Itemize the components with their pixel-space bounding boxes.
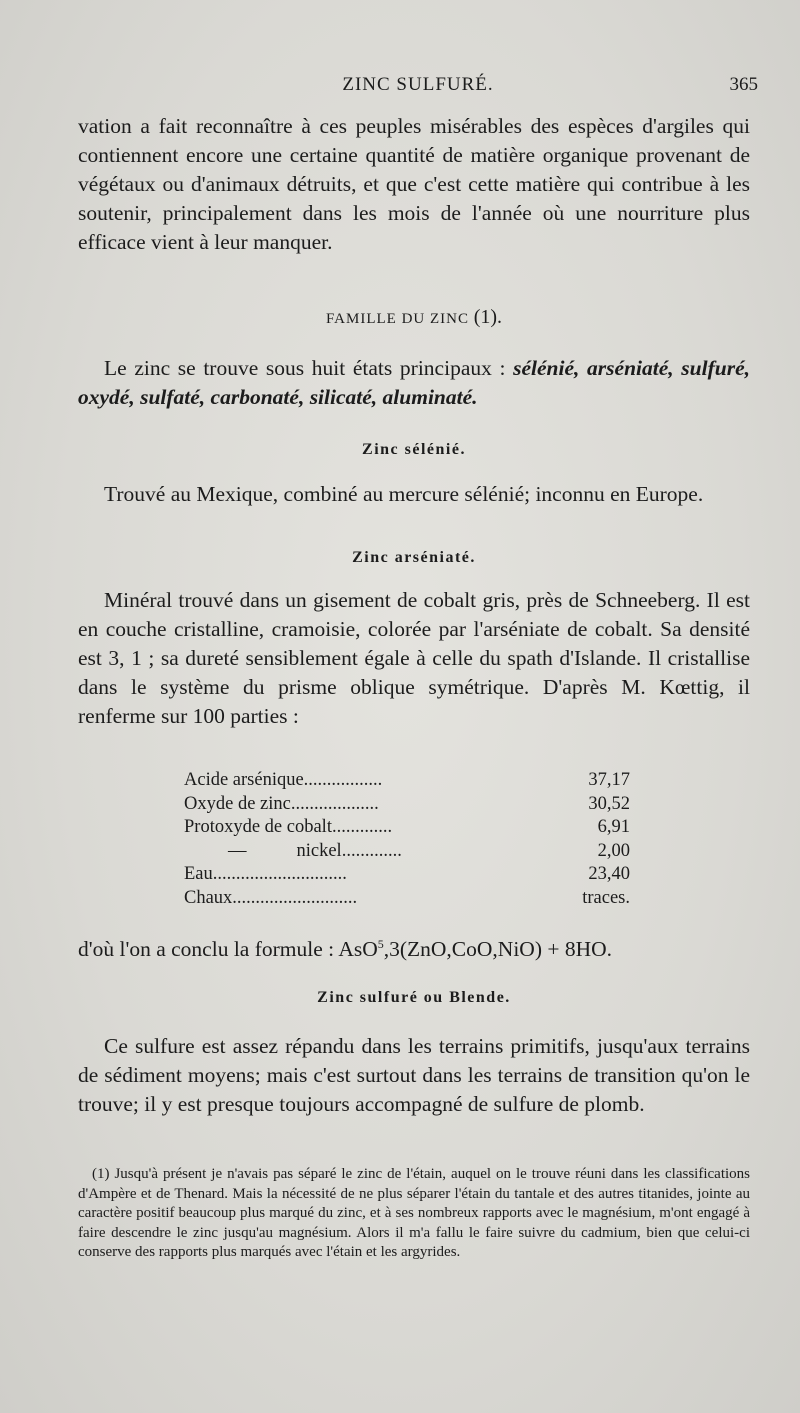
composition-name: Eau.............................: [184, 864, 347, 884]
family-heading-label: FAMILLE DU ZINC: [325, 311, 469, 327]
section-text-arseniate: Minéral trouvé dans un gisement de cobalt gris, près de Schneeberg. Il est en couche cristalline, cramoisie, colorée par l'arséniate de cobalt. Sa densité est 3, 1 ; sa dureté sensiblement égale à celle du spath d'Islande. Il cristallise dans le système du prisme oblique symétrique. D'après M. Kœttig, il renferme sur 100 parties :: [78, 588, 750, 728]
family-heading: [78, 306, 750, 329]
formula-part: ,3(ZnO,CoO,NiO) + 8HO.: [383, 937, 613, 962]
composition-name: Protoxyde de cobalt.............: [184, 817, 393, 837]
composition-row: [184, 816, 630, 840]
states-list: sélénié, arséniaté, sulfuré, oxydé, sulfaté, carbonaté, silicaté, aluminaté.: [78, 356, 750, 409]
formula-line: [78, 930, 750, 964]
formula-superscript: 5: [377, 937, 384, 951]
states-paragraph: [78, 354, 750, 412]
composition-row: [184, 887, 630, 911]
footnote-ref: (1).: [473, 306, 503, 328]
section-text-selenie: Trouvé au Mexique, combiné au mercure sélénié; inconnu en Europe.: [104, 482, 704, 506]
section-heading-selenie: Zinc sélénié.: [362, 441, 466, 458]
section-text-blende: Ce sulfure est assez répandu dans les terrains primitifs, jusqu'aux terrains de sédiment moyens; mais c'est surtout dans les terrains de transition qu'on le trouve; il y est presque toujours accompagné de sulfure de plomb.: [78, 1034, 750, 1116]
states-lead: Le zinc se trouve sous huit états principaux :: [104, 356, 514, 380]
composition-row: [184, 863, 630, 887]
ditto-dash: —: [228, 840, 247, 861]
section-heading-arseniate: Zinc arséniaté.: [352, 549, 476, 566]
formula-lead: d'où l'on a conclu la formule :: [78, 937, 339, 962]
composition-row: [184, 840, 630, 864]
composition-row: [184, 793, 630, 817]
composition-name-text: nickel.............: [296, 840, 402, 861]
intro-paragraph: [78, 112, 750, 257]
running-title: ZINC SULFURÉ.: [342, 74, 494, 95]
composition-value: 37,17: [588, 770, 630, 790]
formula-part: AsO: [338, 937, 378, 962]
composition-value: 2,00: [597, 840, 630, 861]
intro-paragraph-text: vation a fait reconnaître à ces peuples misérables des espèces d'argiles qui contiennent encore une certaine quantité de matière organique provenant de végétaux ou d'animaux détruits, et que c'est cette matière qui contribue à les soutenir, principalement dans les mois de l'année où une nourriture plus efficace vient à leur manquer.: [78, 114, 750, 254]
composition-value: traces.: [582, 887, 630, 908]
composition-value: 6,91: [597, 817, 630, 837]
section-heading-blende: Zinc sulfuré ou Blende.: [317, 989, 511, 1006]
composition-value: 23,40: [588, 864, 630, 884]
running-head: [78, 74, 758, 104]
page-number: 365: [729, 74, 758, 95]
composition-name: Chaux...........................: [184, 887, 358, 908]
composition-name: [184, 840, 402, 864]
composition-value: 30,52: [588, 793, 630, 814]
footnote: (1) Jusqu'à présent je n'avais pas séparé le zinc de l'étain, auquel on le trouve réuni dans les classifications d'Ampère et de Thenard. Mais la nécessité de ne plus séparer l'étain du tantale et des autres titanides, jointe au caractère positif beaucoup plus marqué du zinc, et à ses nombreux rapports avec le magnésium, m'ont engagé à faire descendre le zinc jusqu'au magnésium. Alors il m'a fallu le faire suivre du cadmium, bien que celui-ci conserve des rapports plus marqués avec l'étain et les argyrides.: [78, 1166, 750, 1260]
composition-row: [184, 769, 630, 793]
composition-name: Acide arsénique.................: [184, 770, 383, 790]
composition-table: [184, 769, 630, 910]
composition-name: Oxyde de zinc...................: [184, 793, 379, 814]
